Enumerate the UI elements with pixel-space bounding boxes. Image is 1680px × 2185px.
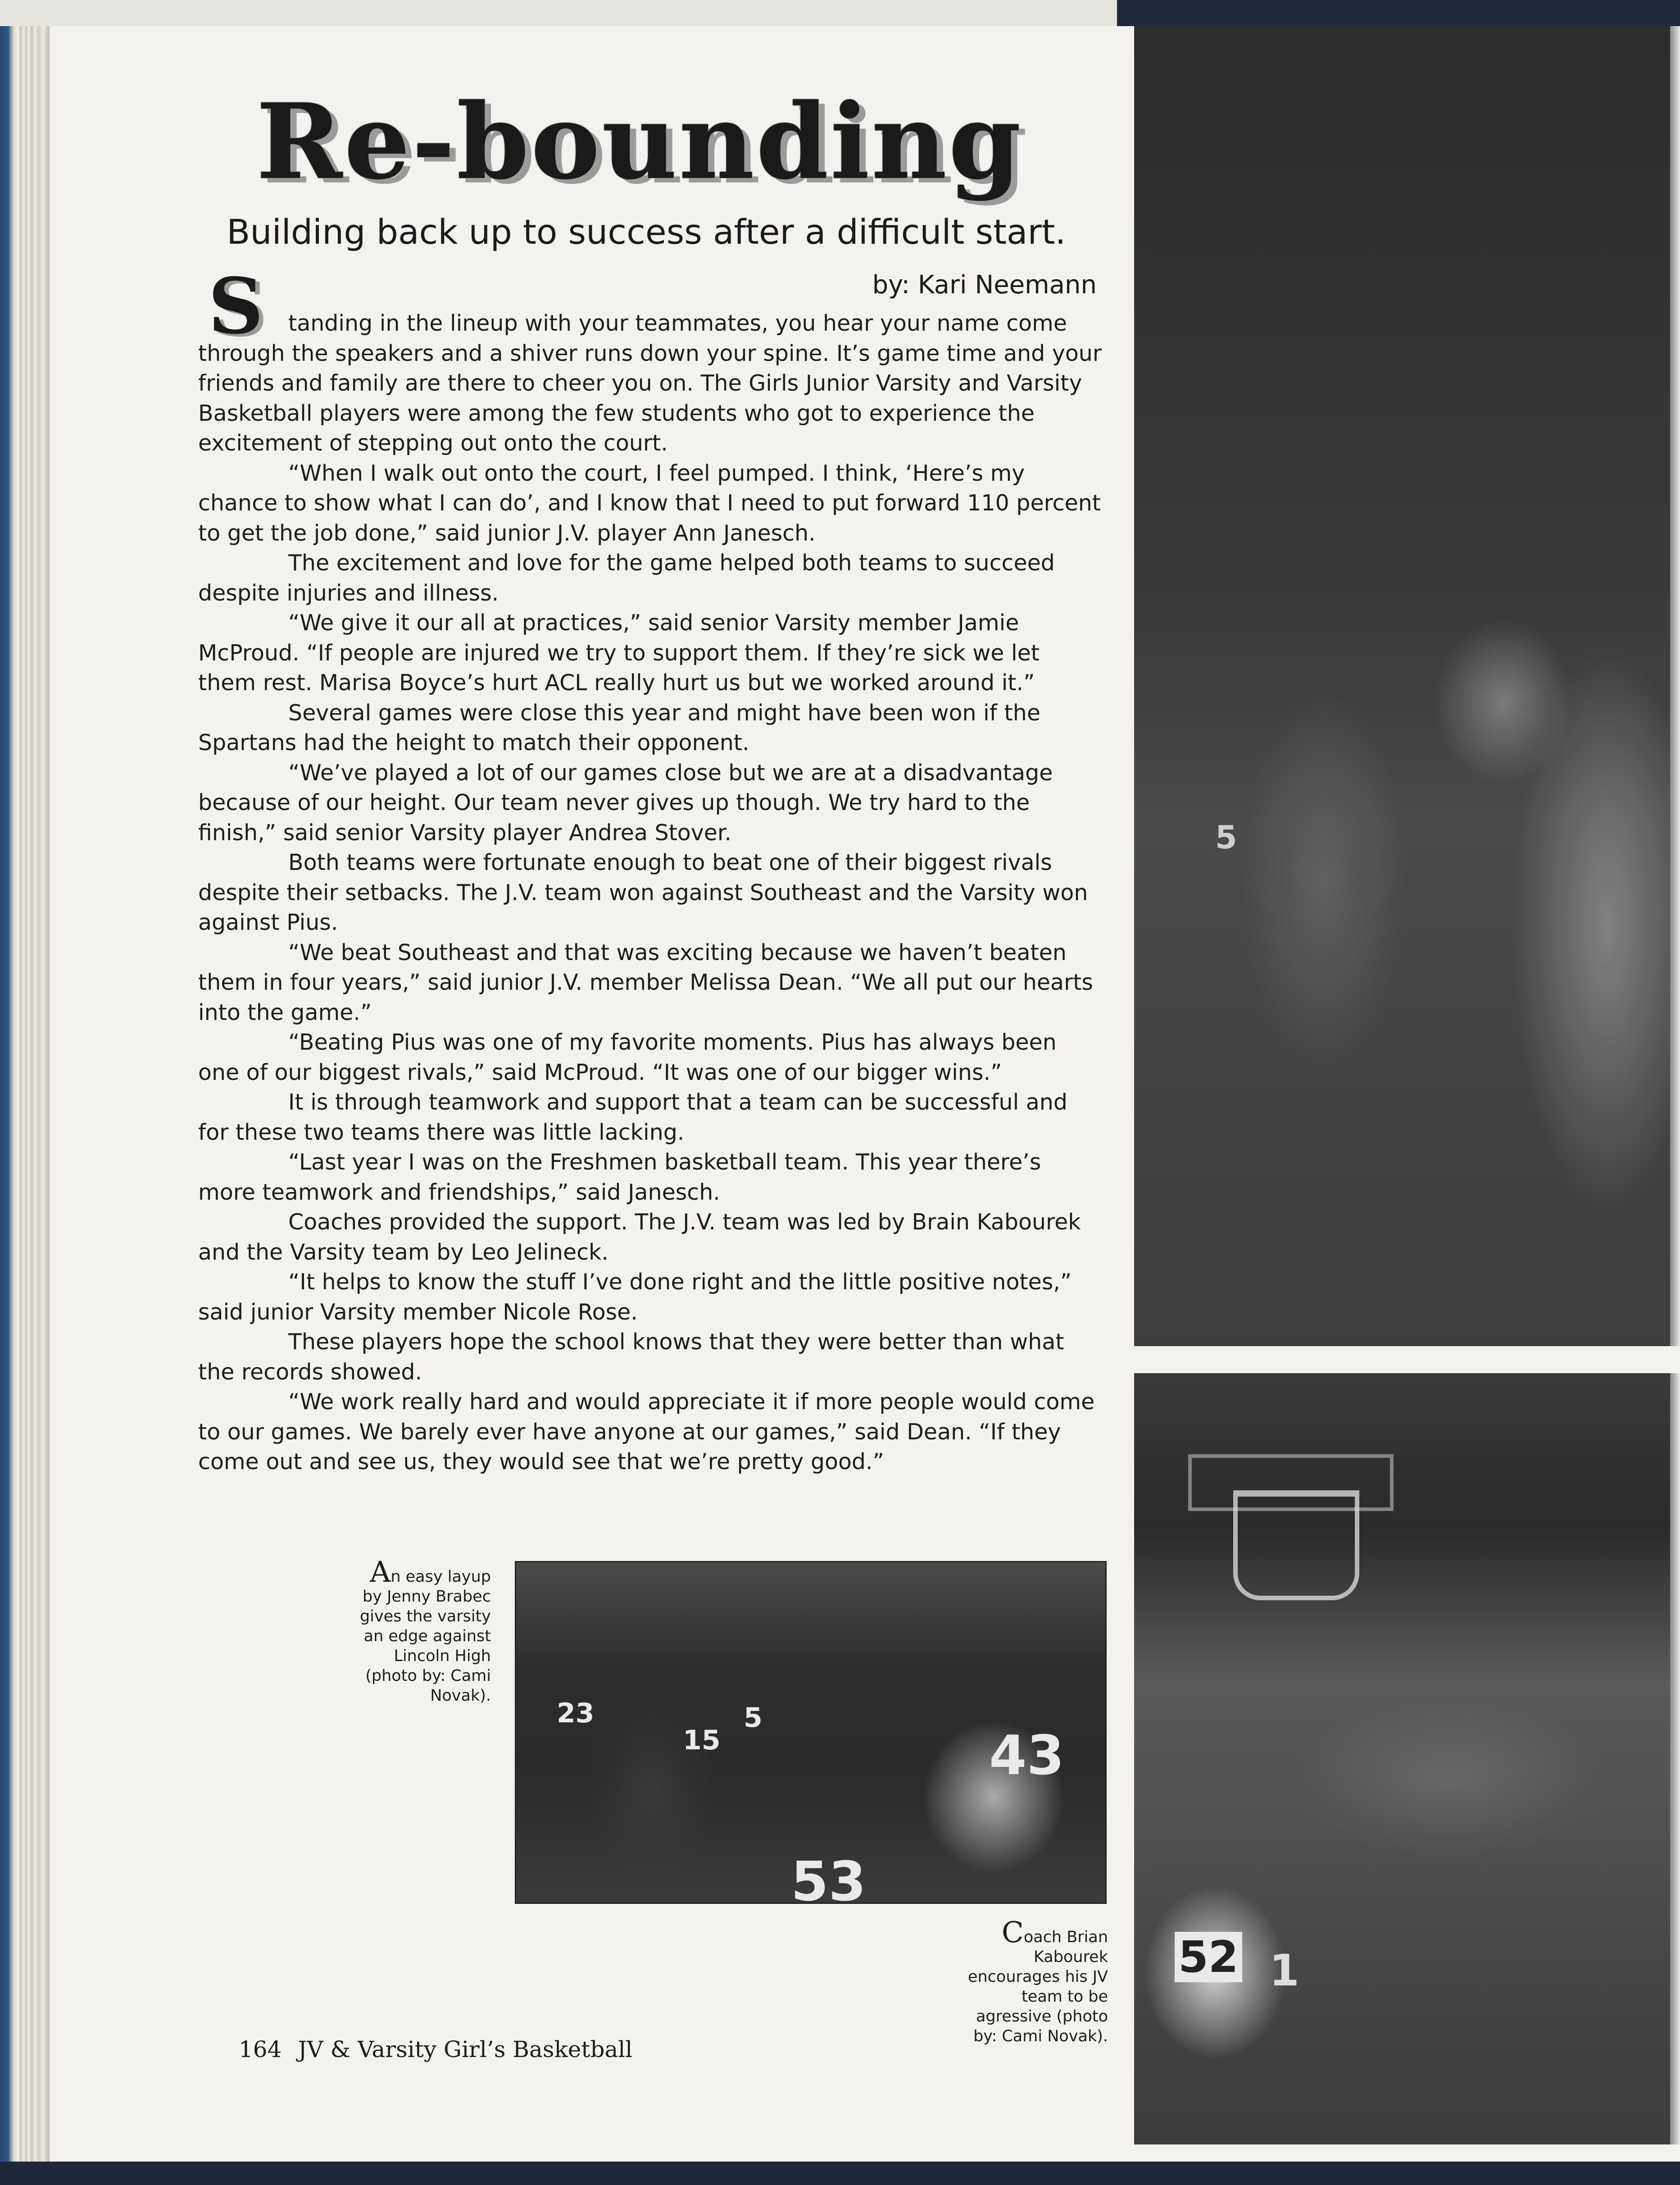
- photo-edge: [1670, 26, 1680, 1346]
- caption-initial: A: [370, 1556, 391, 1589]
- article-byline: by: Kari Neemann: [872, 270, 1097, 300]
- photo-edge: [1670, 1373, 1680, 2144]
- page-footer: [239, 2036, 649, 2062]
- paragraph: It is through teamwork and support that a team can be successful and for these two teams there was little lacking.: [198, 1089, 1067, 1145]
- article-subtitle: Building back up to success after a difficult start.: [227, 212, 1066, 252]
- paragraph: [198, 309, 1103, 459]
- jersey-number: 1: [1269, 1945, 1299, 1996]
- paragraph-text: tanding in the lineup with your teammates, you hear your name come through the speakers and a shiver runs down your spine. It’s game time and your friends and family are there to cheer you on. The Girls Junior Varsity and Varsity Basketball players were among the few students who got to experience the excitement of stepping out onto the court.: [198, 310, 1102, 456]
- jersey-number: 52: [1175, 1932, 1242, 1982]
- caption-text: oach Brian Kabourek encourages his JV team to be agressive (photo by: Cami Novak).: [967, 1928, 1108, 2045]
- jersey-number: 5: [1215, 819, 1237, 856]
- paragraph: “When I walk out onto the court, I feel pumped. I think, ‘Here’s my chance to show what I can do’, and I know that I need to put forward 110 percent to get the job done,” said junior J.V. player Ann Janesch.: [198, 460, 1101, 546]
- section-name: JV & Varsity Girl’s Basketball: [298, 2036, 633, 2062]
- paragraph: The excitement and love for the game helped both teams to succeed despite injuries and illness.: [198, 550, 1055, 606]
- caption-initial: C: [1001, 1916, 1024, 1949]
- page-number: 164: [239, 2036, 282, 2062]
- caption-text: n easy layup by Jenny Brabec gives the varsity an edge against Lincoln High (photo by: Cami Novak).: [359, 1568, 491, 1705]
- drop-cap: S: [208, 261, 263, 351]
- jersey-number: 15: [683, 1725, 721, 1756]
- paragraph: “We work really hard and would appreciate it if more people would come to our games. We barely ever have anyone at our games,” said Dean. “If they come out and see us, they would see that we’re pretty good.”: [198, 1389, 1095, 1475]
- article-body: [198, 309, 1103, 1477]
- paragraph: Coaches provided the support. The J.V. team was led by Brain Kabourek and the Varsity team by Leo Jelineck.: [198, 1209, 1081, 1265]
- paragraph: “Last year I was on the Freshmen basketball team. This year there’s more teamwork and friendships,” said Janesch.: [198, 1149, 1041, 1205]
- article-title: Re-bounding: [256, 81, 1023, 203]
- photo-team-huddle: [515, 1561, 1107, 1904]
- top-dark-strip: [1117, 0, 1680, 26]
- paragraph: “Beating Pius was one of my favorite moments. Pius has always been one of our biggest rivals,” said McProud. “It was one of our bigger wins.”: [198, 1029, 1057, 1085]
- top-page-edge: [0, 0, 1680, 26]
- bottom-page-edge: [0, 2162, 1680, 2185]
- caption-left: [351, 1556, 491, 1706]
- jersey-number: 43: [989, 1725, 1064, 1787]
- paragraph: “We give it our all at practices,” said senior Varsity member Jamie McProud. “If people are injured we try to support them. If they’re sick we let them rest. Marisa Boyce’s hurt ACL really hurt us but we worked around it.”: [198, 610, 1040, 696]
- basketball-hoop: [1233, 1490, 1359, 1600]
- paragraph: Several games were close this year and might have been won if the Spartans had the height to match their opponent.: [198, 700, 1040, 756]
- caption-right: [959, 1916, 1108, 2046]
- jersey-number: 23: [557, 1698, 595, 1729]
- paragraph: Both teams were fortunate enough to beat one of their biggest rivals despite their setbacks. The J.V. team won against Southeast and the Varsity won against Pius.: [198, 850, 1088, 935]
- photo-players-bench: [1134, 26, 1680, 1346]
- paragraph: “It helps to know the stuff I’ve done right and the little positive notes,” said junior Varsity member Nicole Rose.: [198, 1269, 1072, 1325]
- paragraph: These players hope the school knows that they were better than what the records showed.: [198, 1329, 1064, 1385]
- photo-game-action: [1134, 1373, 1680, 2144]
- book-binding-edge: [0, 0, 50, 2185]
- jersey-number: 53: [791, 1851, 866, 1904]
- jersey-number: 5: [744, 1702, 763, 1734]
- paragraph: “We’ve played a lot of our games close but we are at a disadvantage because of our height. Our team never gives up though. We try hard to the finish,” said senior Varsity player Andrea Stover.: [198, 760, 1053, 846]
- paragraph: “We beat Southeast and that was exciting because we haven’t beaten them in four years,” said junior J.V. member Melissa Dean. “We all put our hearts into the game.”: [198, 939, 1093, 1025]
